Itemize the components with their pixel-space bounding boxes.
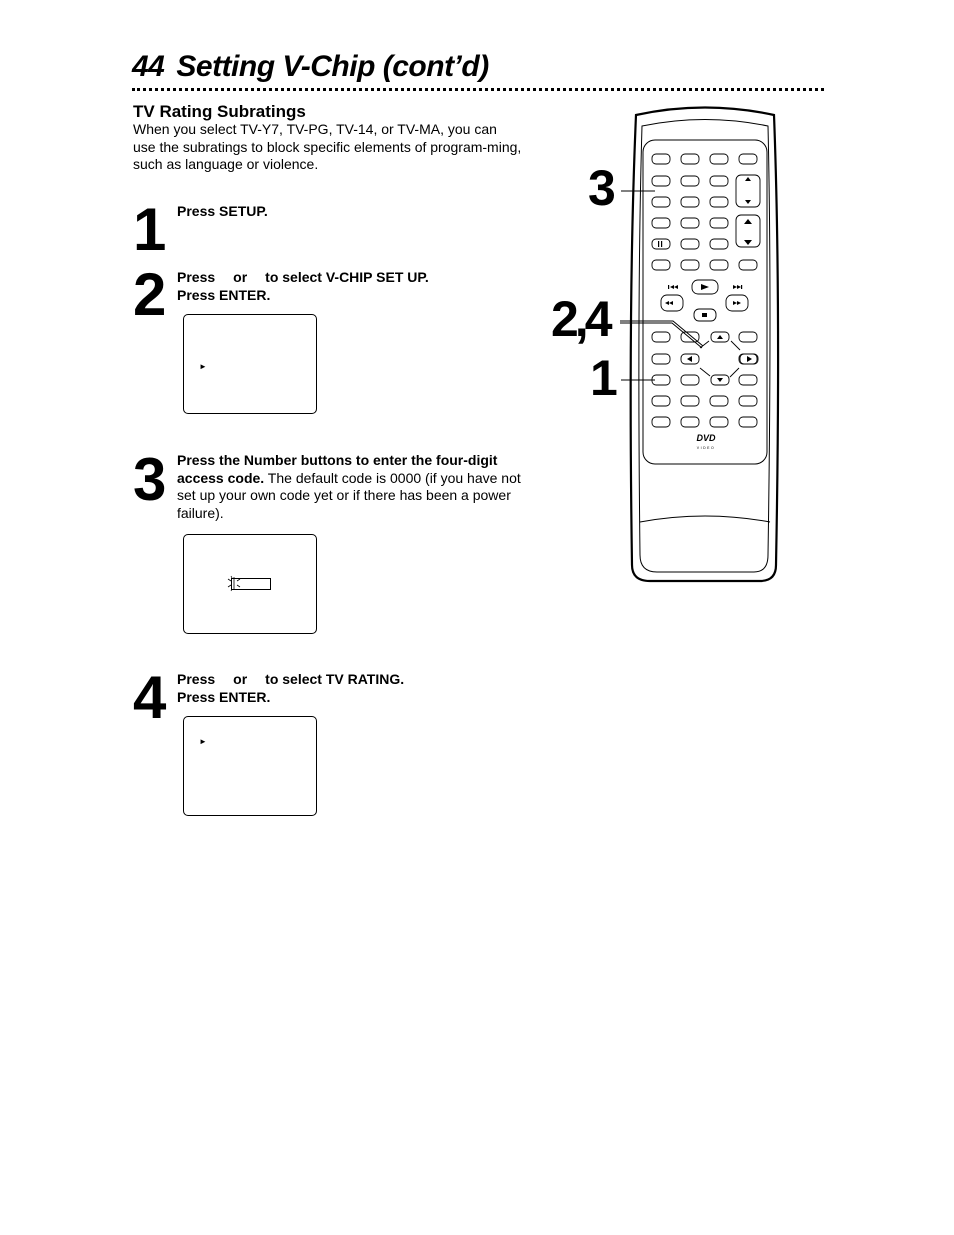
down-arrow-icon [744,240,752,245]
step-3-number: 3 [133,446,164,513]
callout-step-2-4: 2,4 [551,291,609,347]
remote-lid-line [640,516,770,522]
step-2-number: 2 [133,261,164,328]
dotted-divider [132,88,824,91]
fast-forward-icon [737,301,741,305]
cursor-up-icon [717,335,723,339]
button-grid [652,154,760,427]
button-glyphs [658,177,752,382]
dvd-logo-text: DVD [696,433,716,443]
step-1-text: Press SETUP. [177,203,268,219]
dvd-logo-sub: VIDEO [696,446,716,450]
page-number: 44 [132,50,165,83]
step-4-number: 4 [133,664,164,731]
up-arrow-icon [744,219,752,224]
step-2-select: to select V-CHIP SET UP. [265,269,429,285]
tv-screen-access-code [183,534,317,634]
step-4-or: or [233,671,248,687]
access-code-box [231,578,271,590]
step-4-select: to select TV RATING. [265,671,405,687]
step-4-text [177,671,522,706]
up-arrow-icon [745,177,751,181]
down-arrow-icon [745,200,751,204]
remote-control-illustration [540,105,790,585]
callout-step-3: 3 [588,160,616,216]
page-title-text: Setting V-Chip (cont’d) [176,50,489,83]
step-3-bold: Press the Number buttons to enter the four-digit access code. [177,452,498,486]
step-4-enter: Press ENTER. [177,688,271,705]
menu-cursor-icon: ► [199,737,207,746]
skip-back-icon [668,285,669,289]
step-1-number: 1 [133,196,164,263]
page-title [132,50,489,84]
play-icon [701,284,709,290]
section-heading: TV Rating Subratings [133,102,306,121]
tv-screen-vchip-menu [183,716,317,816]
step-2-press: Press [177,269,216,285]
step-4-press: Press [177,671,216,687]
skip-forward-icon [741,285,742,289]
cursor-left-icon [687,356,692,362]
stop-icon [702,313,707,317]
step-3-normal: The default code is 0000 (if you have not set up your own code yet or if there has been a power failure). [177,469,521,521]
menu-cursor-icon: ► [199,362,207,371]
rewind-icon [669,301,673,305]
step-2-text [177,269,522,304]
step-3-text [177,452,522,522]
callout-step-1: 1 [590,350,618,406]
tv-screen-setup-menu [183,314,317,414]
cursor-down-icon [717,378,723,382]
section-intro: When you select TV-Y7, TV-PG, TV-14, or TV-MA, you can use the subratings to block specific elements of program-ming, such as language or violence. [133,121,522,172]
remote-inner-edge [639,120,770,573]
cursor-right-icon [747,356,752,362]
step-2-enter: Press ENTER. [177,286,271,303]
pause-icon [661,241,662,247]
step-2-or: or [233,269,248,285]
